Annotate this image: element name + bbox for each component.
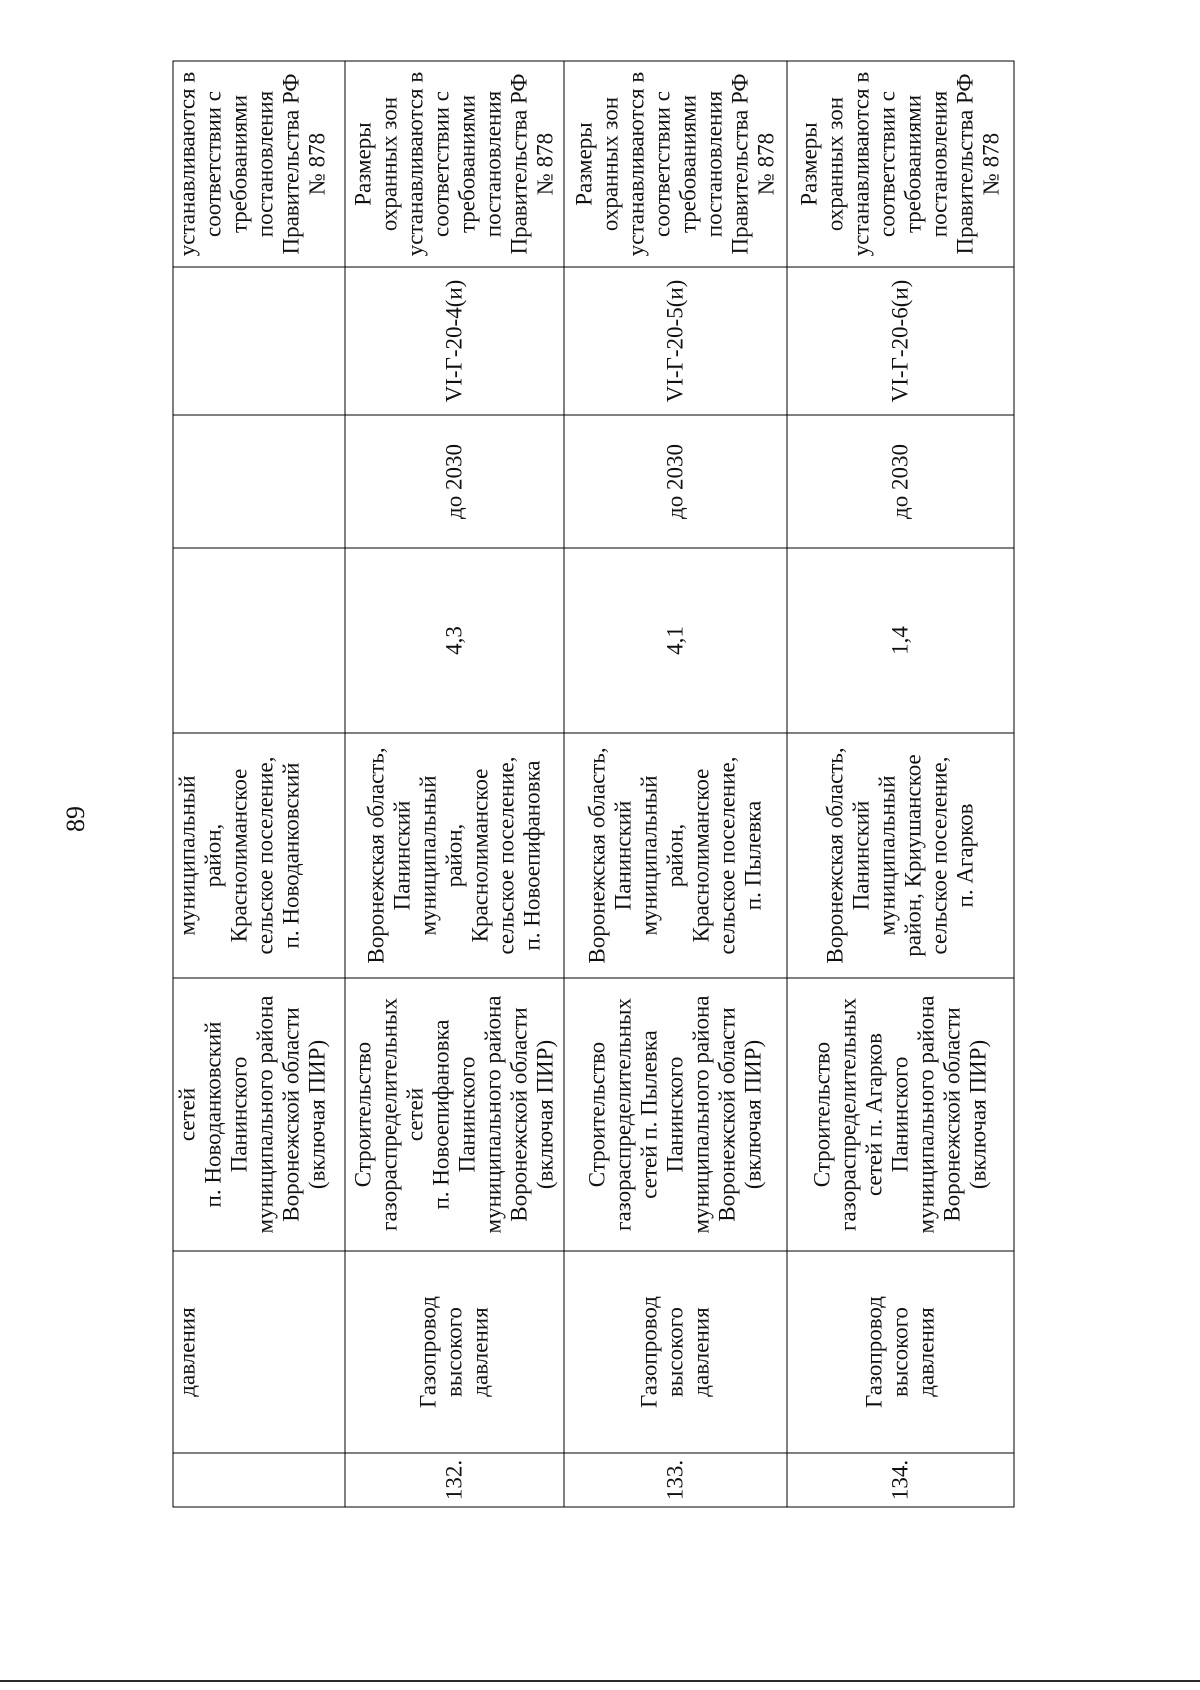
note-cell: Размеры охранных зон устанавливаются в соответствии с требованиями постановления Правительства РФ № 878 [564,61,787,267]
term-cell: до 2030 [345,415,564,548]
table-row [345,61,564,1507]
description-cell: Строительство газораспределительных сетей п. Агарков Панинского муниципального района Воронежской области (включая ПИР) [787,978,1014,1251]
table-row-continued [173,61,345,1507]
code-cell: VI-Г-20-4(и) [345,267,564,415]
registry-table-container [173,62,1014,1508]
location-cell: Воронежская область, Панинский муниципальный район, Криушанское сельское поселение, п. Агарков [787,733,1014,978]
note-cell: Размеры охранных зон устанавливаются в соответствии с требованиями постановления Правительства РФ № 878 [787,61,1014,267]
code-cell [173,267,345,415]
table-row [564,61,787,1507]
object-name-cell: давления [173,1251,345,1453]
number-cell [173,1453,345,1507]
location-cell: Воронежская область, Панинский муниципальный район, Краснолиманское сельское поселение, п. Пылевка [564,733,787,978]
description-cell: сетей п. Новоданковский Панинского муниципального района Воронежской области (включая ПИР) [173,978,345,1251]
length-cell: 1,4 [787,548,1014,733]
description-cell: Строительство газораспределительных сетей п. Новоепифановка Панинского муниципального района Воронежской области (включая ПИР) [345,978,564,1251]
term-cell [173,415,345,548]
term-cell: до 2030 [564,415,787,548]
note-cell: Размеры охранных зон устанавливаются в соответствии с требованиями постановления Правительства РФ № 878 [345,61,564,267]
length-cell: 4,3 [345,548,564,733]
description-cell: Строительство газораспределительных сетей п. Пылевка Панинского муниципального района Воронежской области (включая ПИР) [564,978,787,1251]
length-cell: 4,1 [564,548,787,733]
page-number: 89 [61,806,90,832]
code-cell: VI-Г-20-6(и) [787,267,1014,415]
page-edge-line [0,1680,1200,1682]
object-name-cell: Газопровод высокого давления [345,1251,564,1453]
number-cell: 134. [787,1453,1014,1507]
object-name-cell: Газопровод высокого давления [564,1251,787,1453]
note-cell: устанавливаются в соответствии с требованиями постановления Правительства РФ № 878 [173,61,345,267]
number-cell: 133. [564,1453,787,1507]
length-cell [173,548,345,733]
location-cell: Воронежская область, Панинский муниципальный район, Краснолиманское сельское поселение, п. Новоепифановка [345,733,564,978]
registry-table [173,61,1015,1508]
term-cell: до 2030 [787,415,1014,548]
table-row [787,61,1014,1507]
code-cell: VI-Г-20-5(и) [564,267,787,415]
number-cell: 132. [345,1453,564,1507]
object-name-cell: Газопровод высокого давления [787,1251,1014,1453]
location-cell: муниципальный район, Краснолиманское сельское поселение, п. Новоданковский [173,733,345,978]
